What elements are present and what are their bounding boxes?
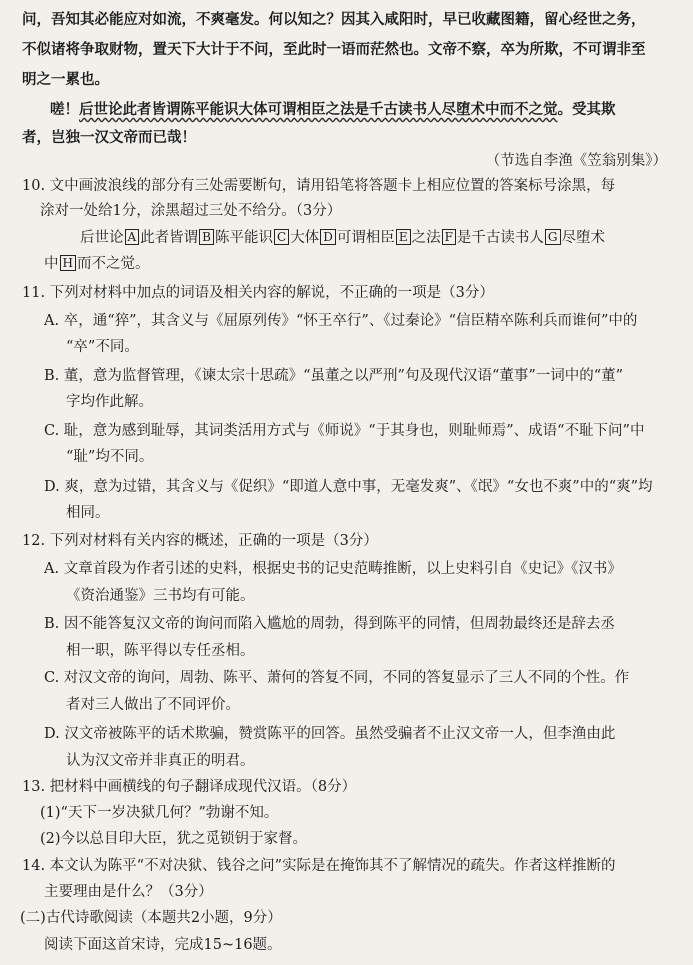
wavy-underlined-text: 后世论此者皆谓陈平能识大体可谓相臣之法是千古读书人尽堕术中而不之觉 [79,101,558,118]
q13-sentence-2: (2)今以总目印大臣，犹之觅锁钥于家督。 [40,831,308,847]
option-text: 此者皆谓 [140,230,199,246]
q11-option-a: A. 卒，通“猝”，其含义与《屈原列传》“怀王卒行”、《过秦论》“信臣精卒陈利兵而谁何”中的 [44,313,638,329]
option-text: 陈平能识 [215,230,273,246]
q10-options [80,228,605,248]
q13-stem: 13. 把材料中画横线的句子翻译成现代汉语。（8分） [22,779,357,795]
section-intro: 阅读下面这首宋诗，完成15~16题。 [44,937,282,953]
option-box[interactable]: A [125,229,140,245]
q11-option-d: D. 爽，意为过错，其含义与《促织》“即道人意中事，无毫发爽”、《氓》“女也不爽”中的“爽”均 [44,479,653,495]
q14-stem: 14. 本文认为陈平“不对决狱、钱谷之问”实际是在掩饰其不了解情况的疏失。作者这样推断的 [22,858,616,874]
q12-stem: 12. 下列对材料有关内容的概述，正确的一项是（3分） [22,533,378,549]
option-box[interactable]: G [545,229,561,245]
option-box[interactable]: D [320,229,336,245]
q11-option-b: 字均作此解。 [66,394,153,410]
q10-stem: 涂对一处给1分，涂黑超过三处不给分。（3分） [40,203,342,219]
q11-option-a: “卒”不同。 [66,339,139,355]
option-text: 大体 [290,230,320,246]
passage-line: 不似诸将争取财物，置天下大计于不问，至此时一语而茫然也。文帝不察，卒为所欺，不可谓非至 [22,41,646,58]
passage-line: 者，岂独一汉文帝而已哉！ [22,129,196,146]
option-box[interactable]: H [60,255,76,271]
option-box[interactable]: F [442,229,456,245]
option-text: 中 [44,256,59,272]
q10-options-cont [44,254,149,274]
q11-stem: 11. 下列对材料中加点的词语及相关内容的解说，不正确的一项是（3分） [22,285,494,301]
option-text: 而不之觉。 [76,256,150,272]
option-box[interactable]: E [396,229,411,245]
section-title: (二)古代诗歌阅读（本题共2小题，9分） [20,910,282,926]
option-text: 后世论 [80,230,124,246]
passage-text: 。受其欺 [557,101,616,118]
q12-option-a: 《资治通鉴》三书均有可能。 [66,588,255,604]
passage-wavy-line [50,100,616,120]
q14-stem: 主要理由是什么？（3分） [44,884,213,900]
option-box[interactable]: B [199,229,214,245]
q11-option-c: “耻”均不同。 [66,449,154,465]
passage-line: 问，吾知其必能应对如流，不爽毫发。何以知之？因其入咸阳时，早已收藏图籍，留心经世之务， [22,11,646,28]
q11-option-b: B. 董，意为监督管理，《谏太宗十思疏》“虽董之以严刑”句及现代汉语“董事”一词中的“董” [44,368,624,384]
option-text: 是千古读书人 [456,230,544,246]
option-text: 尽堕术 [561,230,605,246]
q11-option-d: 相同。 [66,505,110,521]
q10-stem: 10. 文中画波浪线的部分有三处需要断句，请用铅笔将答题卡上相应位置的答案标号涂黑，每 [22,178,616,194]
q12-option-c: 者对三人做出了不同评价。 [66,697,240,713]
q13-sentence-1: (1)“天下一岁决狱几何？”勃谢不知。 [40,805,279,821]
q12-option-b: B. 因不能答复汉文帝的询问而陷入尴尬的周勃，得到陈平的同情，但周勃最终还是辞去丞 [44,616,615,632]
passage-line: 明之一累也。 [22,71,109,88]
source-citation: （节选自李渔《笠翁别集》） [485,153,667,169]
passage-text: 嗟！ [50,101,79,118]
option-text: 之法 [411,230,441,246]
option-text: 可谓相臣 [336,230,395,246]
q12-option-d: D. 汉文帝被陈平的话术欺骗，赞赏陈平的回答。虽然受骗者不止汉文帝一人，但李渔由此 [44,726,616,742]
q12-option-c: C. 对汉文帝的询问，周勃、陈平、萧何的答复不同，不同的答复显示了三人不同的个性。作 [44,670,630,686]
option-box[interactable]: C [274,229,289,245]
q12-option-b: 相一职，陈平得以专任丞相。 [66,643,255,659]
q12-option-a: A. 文章首段为作者引述的史料，根据史书的记史范畴推断，以上史料引自《史记》《汉书》 [44,561,622,577]
q11-option-c: C. 耻，意为感到耻辱，其词类活用方式与《师说》“于其身也，则耻师焉”、成语“不耻下问”中 [44,423,645,439]
q12-option-d: 认为汉文帝并非真正的明君。 [66,753,255,769]
